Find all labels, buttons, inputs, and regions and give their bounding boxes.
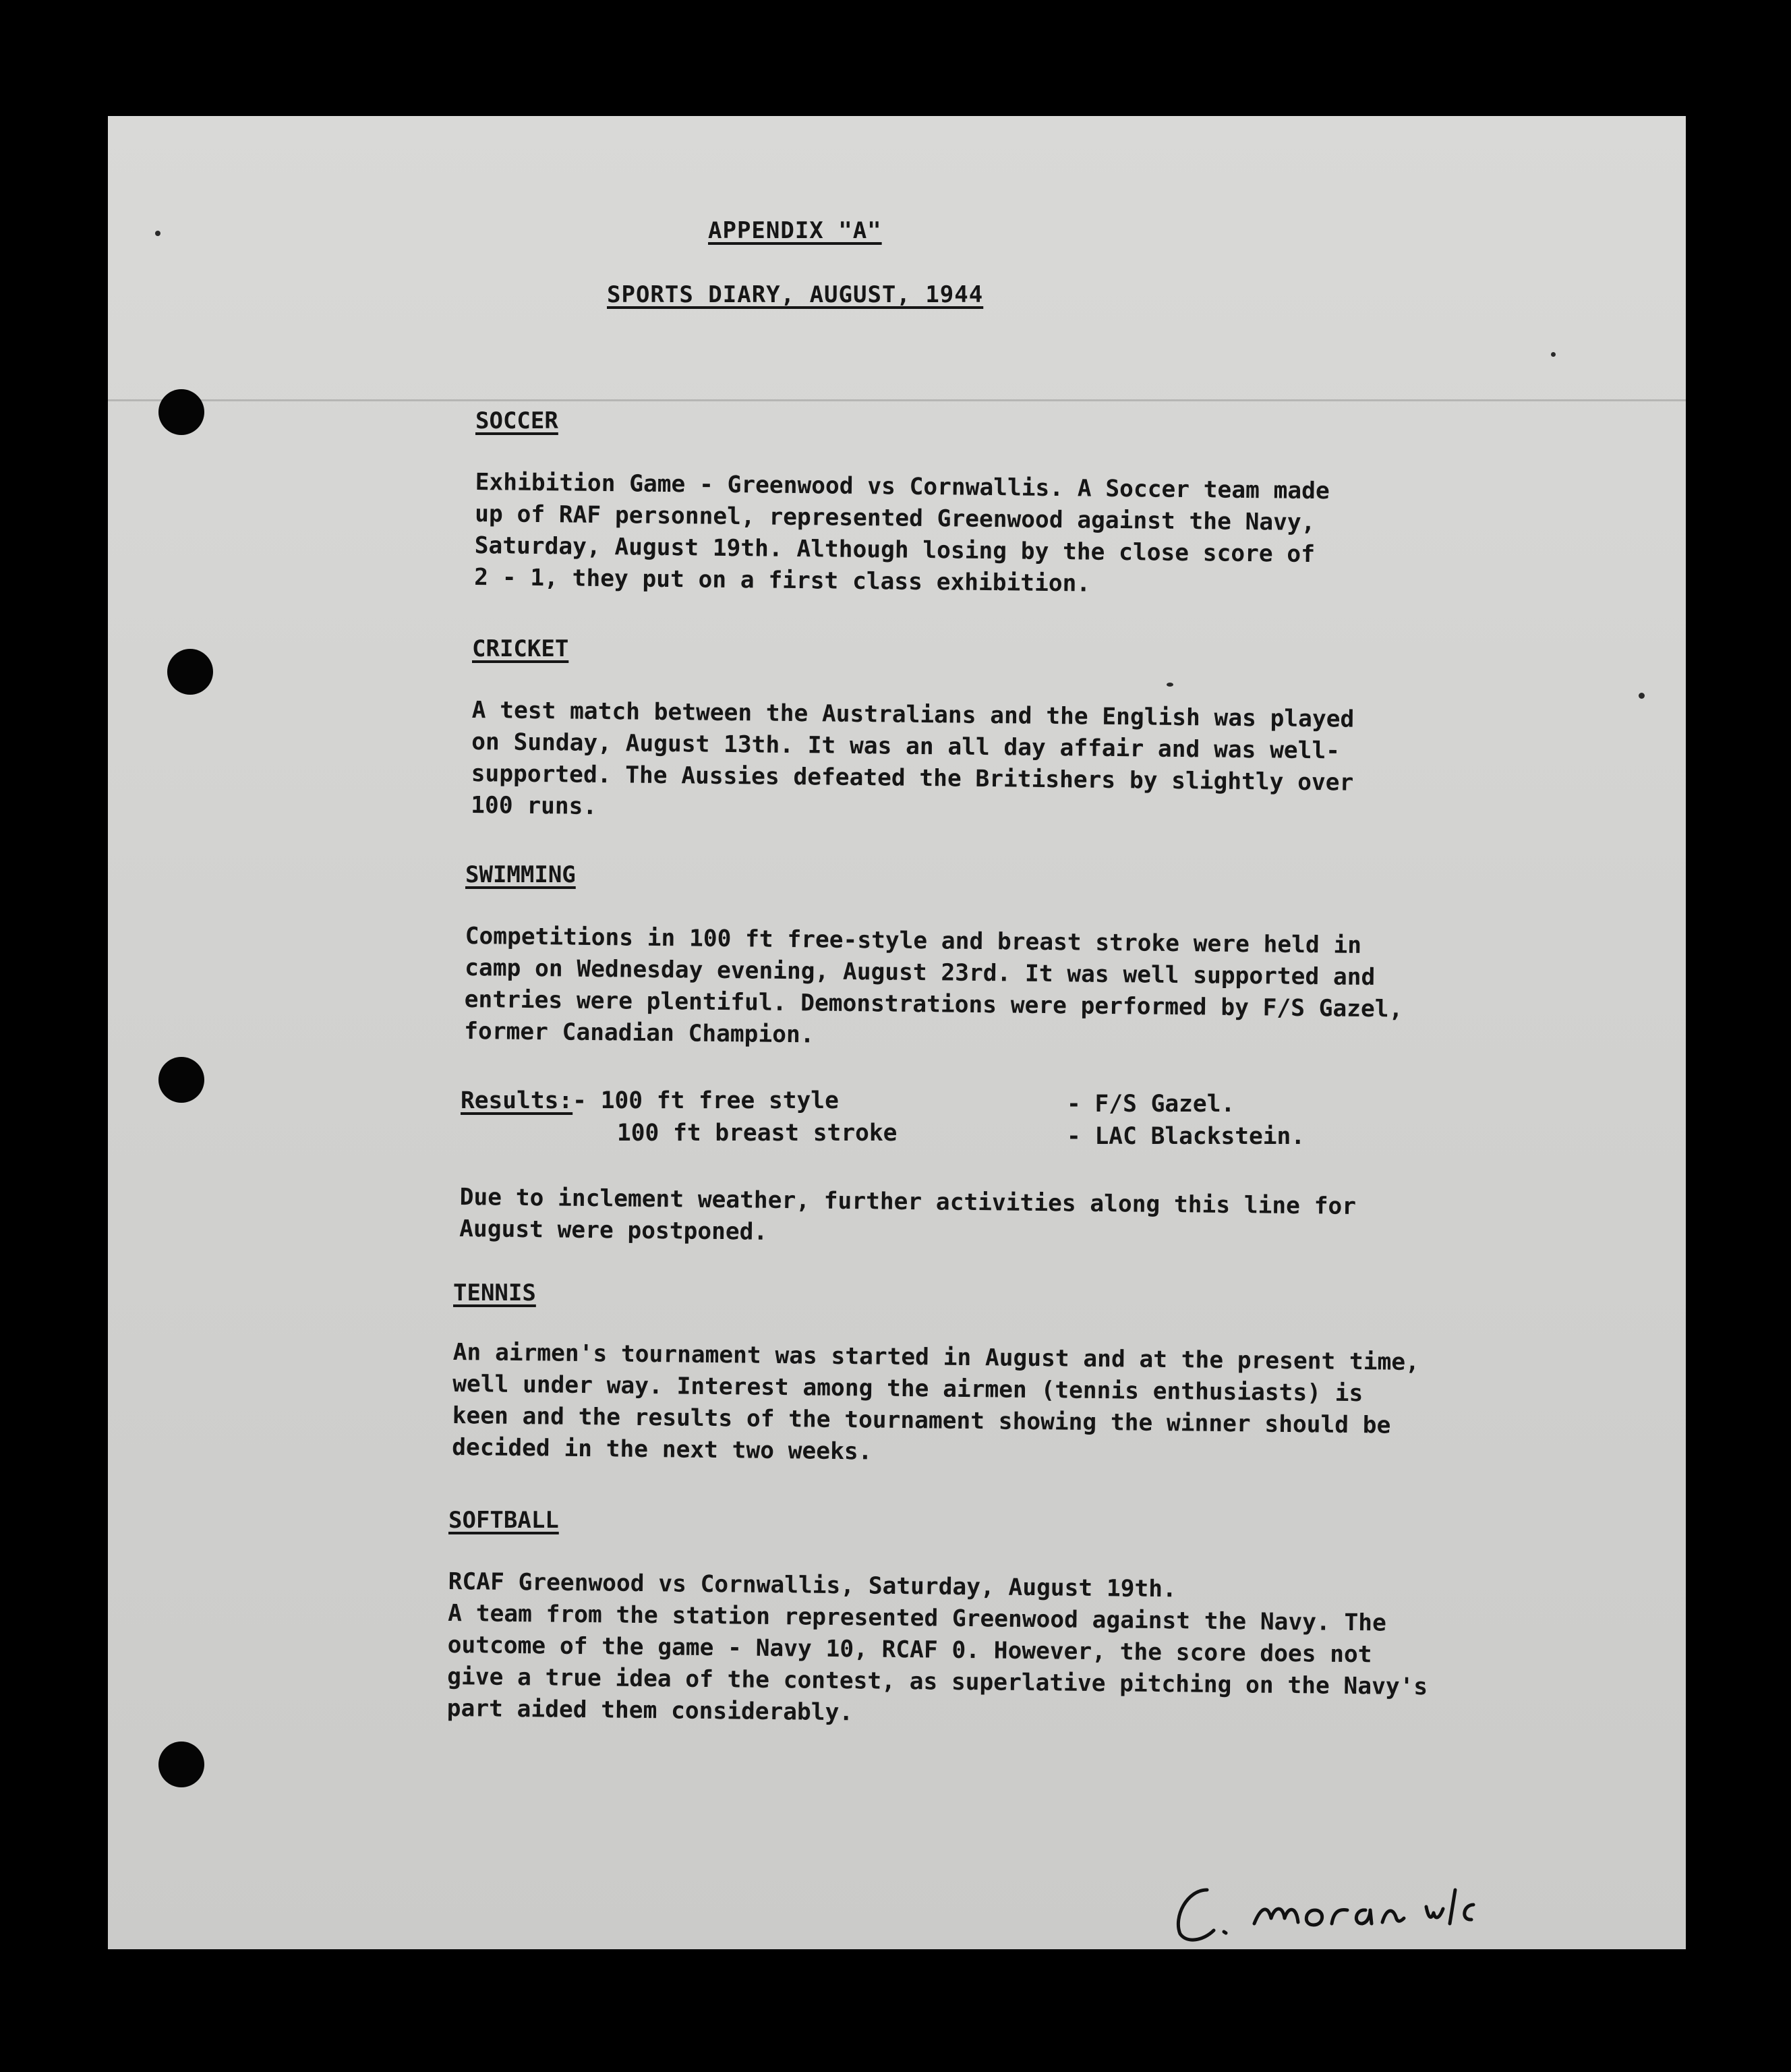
results-row [461,1087,839,1114]
cricket-paragraph [471,695,1354,831]
swimming-note [459,1182,1356,1255]
section-heading-softball: SOFTBALL [448,1507,559,1534]
swimming-line: Competitions in 100 ft free-style and breast stroke were held in [465,922,1362,959]
tennis-line: well under way. Interest among the airmen (tennis enthusiasts) is [452,1370,1363,1408]
section-heading-cricket: CRICKET [472,635,569,662]
section-heading-soccer: SOCCER [475,407,558,434]
diary-title: SPORTS DIARY, AUGUST, 1944 [607,281,984,308]
result-event: 100 ft breast stroke [617,1120,898,1147]
softball-line: part aided them considerably. [446,1694,854,1727]
cricket-line: on Sunday, August 13th. It was an all day affair and was well- [471,728,1341,765]
cricket-line: 100 runs. [471,791,597,820]
document-text [108,116,1686,1949]
results-separator: - [572,1087,587,1114]
swimming-line: camp on Wednesday evening, August 23rd. It was well supported and [465,954,1376,991]
appendix-title: APPENDIX "A" [708,217,882,244]
soccer-line: Exhibition Game - Greenwood vs Cornwallis. A Soccer team made [475,468,1330,505]
result-winner: - LAC Blackstein. [1067,1123,1305,1150]
result-winner: - F/S Gazel. [1067,1091,1235,1118]
swimming-note-line: August were postponed. [459,1215,768,1246]
tennis-line: decided in the next two weeks. [452,1433,873,1466]
tennis-line: An airmen's tournament was started in August and at the present time, [452,1338,1420,1377]
softball-line: A team from the station represented Greenwood against the Navy. The [448,1599,1387,1637]
soccer-line: up of RAF personnel, represented Greenwood against the Navy, [475,500,1316,537]
softball-line: RCAF Greenwood vs Cornwallis, Saturday, August 19th. [448,1567,1177,1603]
handwritten-signature [1160,1843,1551,1949]
cricket-line: A test match between the Australians and the English was played [471,696,1355,733]
result-event: 100 ft free style [600,1087,839,1114]
swimming-note-line: Due to inclement weather, further activities along this line for [459,1183,1357,1220]
softball-paragraph [447,1566,1429,1735]
tennis-line: keen and the results of the tournament showing the winner should be [452,1402,1391,1439]
tennis-paragraph [452,1337,1419,1474]
swimming-paragraph [464,921,1404,1058]
soccer-paragraph [474,467,1330,602]
cricket-line: supported. The Aussies defeated the Britishers by slightly over [471,759,1354,797]
section-heading-tennis: TENNIS [453,1279,536,1306]
swimming-line: former Canadian Champion. [464,1017,815,1049]
softball-line: outcome of the game - Navy 10, RCAF 0. However, the score does not [447,1631,1372,1669]
softball-line: give a true idea of the contest, as superlative pitching on the Navy's [447,1663,1428,1701]
results-label: Results: [461,1087,573,1114]
section-heading-swimming: SWIMMING [465,861,576,888]
soccer-line: Saturday, August 19th. Although losing by the close score of [474,531,1316,569]
document-page [108,116,1686,1949]
swimming-line: entries were plentiful. Demonstrations were performed by F/S Gazel, [464,985,1403,1023]
soccer-line: 2 - 1, they put on a first class exhibition. [474,563,1091,598]
